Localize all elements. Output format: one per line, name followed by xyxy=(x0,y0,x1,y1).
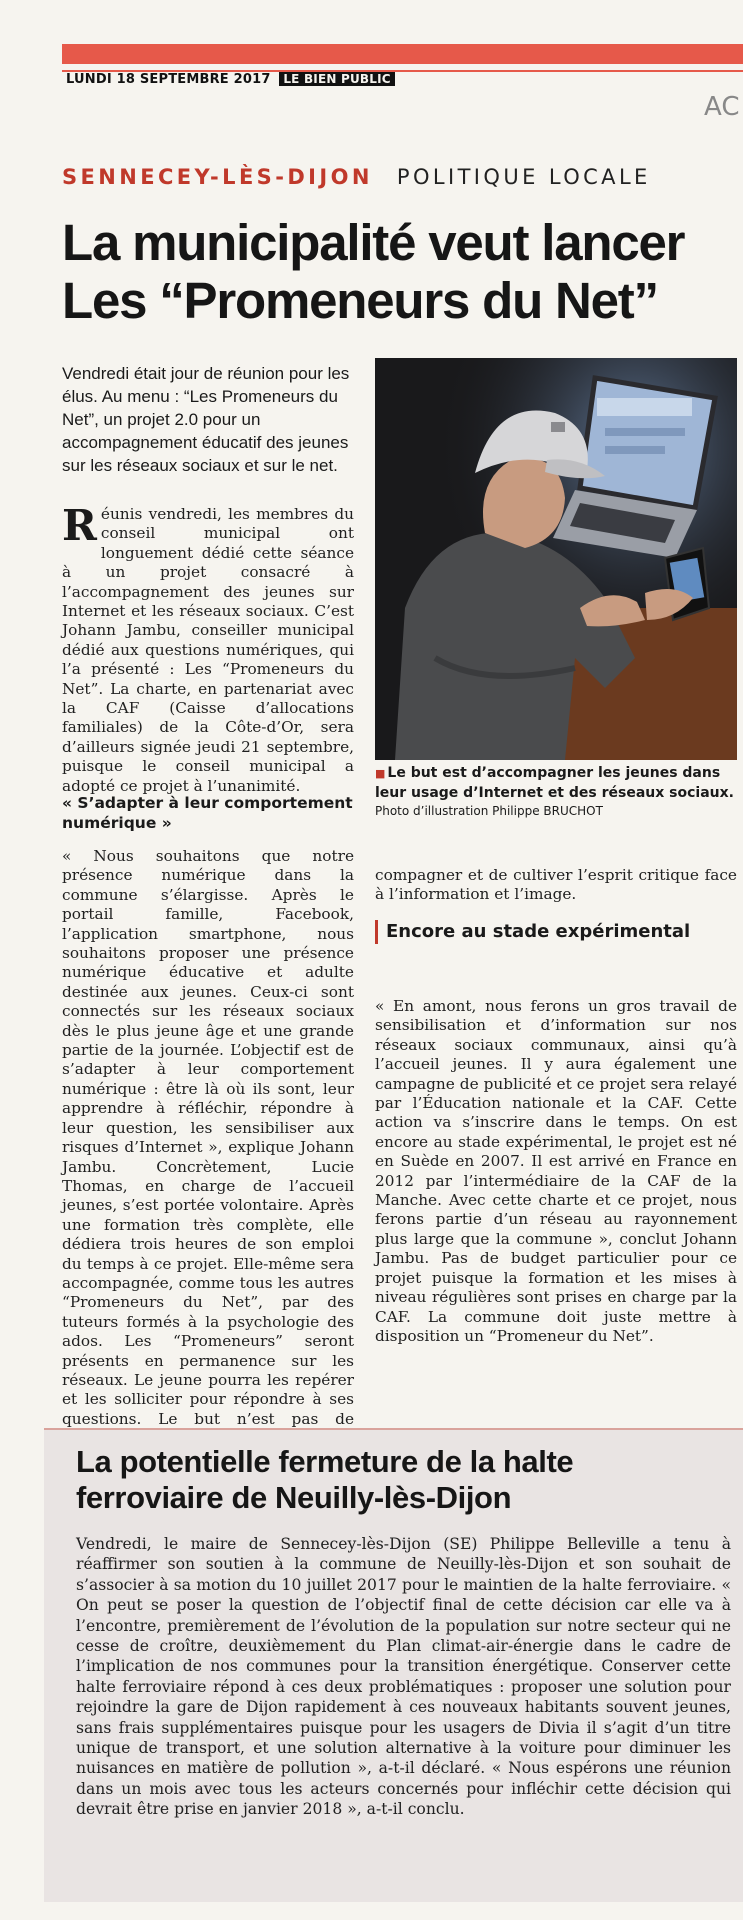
article-headline xyxy=(62,214,732,330)
issue-date: LUNDI 18 SEPTEMBRE 2017 xyxy=(66,72,271,87)
paragraph-1-text: éunis vendredi, les membres du conseil municipal ont longuement dédié cette séance à un projet consacré à l’accompagnement des jeunes sur Internet et les réseaux sociaux. C’est Johann Jambu, conseiller municipal dédié aux questions numériques, qui l’a présenté : Les “Promeneurs du Net”. La charte, en partenariat avec la CAF (Caisse d’allocations familiales) de la Côte-d’Or, sera d’ailleurs signée jeudi 21 septembre, puisque le conseil municipal a adopté ce projet à l’unanimité. xyxy=(62,505,354,795)
article-paragraph-2: « Nous souhaitons que notre présence numérique dans la commune s’élargisse. Après le portail famille, Facebook, l’application smartphone, nous souhaitons proposer une présence numérique éducative et adulte destinée aux jeunes. Ceux-ci sont connectés sur les réseaux sociaux dès le plus jeune âge et une grande partie de la journée. L’objectif est de s’adapter à leur comportement numérique : être là où ils sont, leur apprendre à réfléchir, répondre à leur question, les sensibiliser aux risques d’Internet », explique Johann Jambu. Concrètement, Lucie Thomas, en charge de l’accueil jeunes, s’est portée volontaire. Après une formation très complète, elle dédiera trois heures de son emploi du temps à ce projet. Elle-même sera accompagnée, comme tous les autres “Promeneurs du Net”, par des tuteurs formés à la psychologie des ados. Les “Promeneurs” seront présents en permanence sur les réseaux. Le jeune pourra les repérer et les solliciter pour répondre à ses questions. Le but n’est pas de xyxy=(62,847,354,1428)
photo-credit: Photo d’illustration Philippe BRUCHOT xyxy=(375,804,603,818)
dateline xyxy=(66,72,395,87)
article-lead: Vendredi était jour de réunion pour les élus. Au menu : “Les Promeneurs du Net”, un projet 2.0 pour un accompagnement éducatif des jeunes sur les réseaux sociaux et sur le net. xyxy=(62,364,350,475)
rubric xyxy=(62,165,651,189)
header-red-band xyxy=(62,44,743,64)
drop-cap: R xyxy=(62,501,97,550)
article-photo xyxy=(375,358,737,760)
rubric-place: SENNECEY-LÈS-DIJON xyxy=(62,165,373,189)
subheading-experimental-block xyxy=(375,920,743,944)
subheading-experimental: Encore au stade expérimental xyxy=(386,921,691,942)
teen-with-laptop-illustration xyxy=(375,358,737,760)
photo-caption xyxy=(375,764,737,821)
article-paragraph-4: « En amont, nous ferons un gros travail de sensibilisation et d’information sur nos réseaux sociaux communaux, ainsi qu’à l’accueil jeunes. Il y aura également une campagne de publicité et ce projet sera relayé par l’Éducation nationale et la CAF. Cette action va s’inscrire dans le temps. On est encore au stade expérimental, le projet est né en Suède en 2007. Il est arrivé en France en 2012 par l’intermédiaire de la CAF de la Manche. Avec cette charte et ce projet, nous ferons partie d’un réseau au rayonnement plus large que la commune », conclut Johann Jambu. Pas de budget particulier pour ce projet puisque la formation et les mises à niveau régulières sont prises en charge par la CAF. La commune doit juste mettre à disposition un “Promeneur du Net”. xyxy=(375,997,737,1345)
caption-bullet-icon: ■ xyxy=(375,767,386,780)
section-corner-label: AC xyxy=(704,92,740,122)
headline-line-2: Les “Promeneurs du Net” xyxy=(62,272,658,329)
box-text: Vendredi, le maire de Sennecey-lès-Dijon (SE) Philippe Belleville a tenu à réaffirmer son soutien à la commune de Neuilly-lès-Dijon et son souhait de s’associer à sa motion du 10 juillet 2017 pour le maintien de la halte ferroviaire. « On peut se poser la question de l’objectif final de cette décision car elle va à l’encontre, premièrement de l’évolution de la population sur notre secteur qui ne cesse de croître, deuxièmement du Plan climat-air-énergie dans le cadre de l’implication de nos communes pour la transition énergétique. Conserver cette halte ferroviaire répond à ces deux problématiques : proposer une solution pour rejoindre la gare de Dijon rapidement à ces nouveaux habitants souvent jeunes, sans frais supplémentaires puisque pour les usagers de Divia il s’agit d’un titre unique de transport, et une solution alternative à la voiture pour diminuer les nuisances en matière de pollution », a-t-il déclaré. « Nous espérons une réunion dans un mois avec tous les acteurs concernés pour infléchir cette décision qui devrait être prise en janvier 2018 », a-t-il conclu. xyxy=(76,1535,731,1819)
article-paragraph-3: compagner et de cultiver l’esprit critique face à l’information et l’image. xyxy=(375,866,737,904)
newspaper-name: LE BIEN PUBLIC xyxy=(279,72,394,86)
caption-text: Le but est d’accompagner les jeunes dans leur usage d’Internet et des réseaux sociaux. xyxy=(375,765,734,801)
headline-line-1: La municipalité veut lancer xyxy=(62,214,685,271)
box-headline: La potentielle fermeture de la halte ferroviaire de Neuilly-lès-Dijon xyxy=(76,1444,574,1515)
rubric-topic: POLITIQUE LOCALE xyxy=(396,165,651,189)
article-paragraph-1 xyxy=(62,501,354,796)
subheading-numerique: « S’adapter à leur comportement numérique » xyxy=(62,794,353,832)
